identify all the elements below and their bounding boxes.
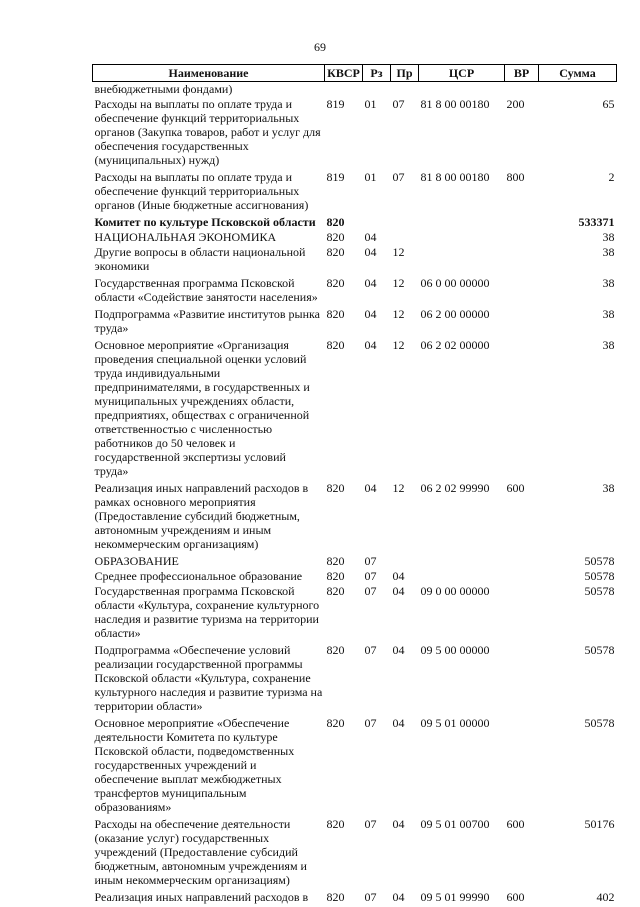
cell-rz: 04 [364, 276, 377, 290]
cell-pr [391, 554, 419, 569]
header-rz: Рз [363, 65, 391, 82]
cell-rz: 01 [364, 97, 377, 111]
cell-sum: 533371 [578, 215, 615, 229]
cell-name: Государственная программа Псковской области «Содействие занятости населения» [94, 276, 318, 304]
cell-vr [505, 230, 539, 245]
cell-rz: 07 [364, 569, 377, 583]
table-row [93, 82, 617, 98]
cell-vr: 200 [506, 97, 525, 111]
cell-name: Расходы на выплаты по оплате труда и обеспечение функций территориальных органов (Иные бюджетные ассигнования) [94, 170, 309, 212]
header-csr: ЦСР [419, 65, 505, 82]
header-sum: Сумма [539, 65, 617, 82]
cell-csr: 09 5 01 99990 [420, 890, 490, 904]
cell-vr [505, 554, 539, 569]
cell-csr: 09 5 01 00700 [420, 817, 490, 831]
cell-sum: 38 [602, 276, 615, 290]
cell-pr [391, 230, 419, 245]
cell-csr [419, 569, 505, 584]
cell-sum: 50578 [584, 584, 615, 598]
cell-kvsr: 820 [326, 245, 345, 259]
cell-kvsr: 820 [326, 481, 345, 495]
table-row [93, 276, 617, 307]
header-vr: ВР [505, 65, 539, 82]
cell-name: Реализация иных направлений расходов в [94, 890, 309, 904]
cell-sum: 65 [602, 97, 615, 111]
cell-pr: 04 [392, 584, 405, 598]
cell-name: Расходы на обеспечение деятельности (оказание услуг) государственных учреждений (Предоставление субсидий бюджетным, автономным учреждениям и иным некоммерческим организациям) [94, 817, 307, 887]
header-kvsr: КВСР [325, 65, 363, 82]
cell-csr: 09 5 01 00000 [420, 716, 490, 730]
table-row [93, 338, 617, 481]
cell-rz: 07 [364, 890, 377, 904]
cell-vr: 600 [506, 481, 525, 495]
cell-name: внебюджетными фондами) [94, 82, 233, 96]
cell-csr [419, 82, 505, 98]
cell-rz: 07 [364, 643, 377, 657]
cell-pr [391, 215, 419, 230]
cell-sum: 50578 [584, 716, 615, 730]
cell-kvsr: 820 [326, 716, 345, 730]
cell-kvsr: 820 [326, 569, 345, 583]
cell-kvsr: 820 [326, 338, 345, 352]
cell-pr: 04 [392, 890, 405, 904]
table-row [93, 481, 617, 554]
cell-vr [505, 643, 539, 716]
cell-vr [505, 716, 539, 817]
cell-csr: 06 2 02 00000 [420, 338, 490, 352]
cell-rz [363, 215, 391, 230]
cell-sum: 38 [602, 307, 615, 321]
cell-vr [505, 245, 539, 276]
cell-vr [505, 82, 539, 98]
cell-vr: 800 [506, 170, 525, 184]
cell-vr: 600 [506, 817, 525, 831]
cell-pr: 04 [392, 817, 405, 831]
cell-rz: 04 [364, 338, 377, 352]
table-header-row [93, 65, 617, 82]
cell-vr [505, 276, 539, 307]
cell-name: НАЦИОНАЛЬНАЯ ЭКОНОМИКА [94, 230, 277, 244]
cell-rz: 04 [364, 230, 377, 244]
cell-vr [505, 569, 539, 584]
cell-name: Государственная программа Псковской области «Культура, сохранение культурного наследия и развитие туризма на территории области» [94, 584, 320, 640]
cell-vr [505, 584, 539, 643]
cell-kvsr: 820 [326, 554, 345, 568]
cell-name: Основное мероприятие «Организация проведения специальной оценки условий труда индивидуальными предпринимателями, в государственных и муниципальных учреждениях области, предприятиях, обществах с ограниченной ответственностью с численностью работников до 50 человек и государственной экспертизы условий труда» [94, 338, 310, 478]
cell-rz [363, 82, 391, 98]
cell-sum: 402 [596, 890, 615, 904]
cell-rz: 07 [364, 584, 377, 598]
cell-name: Комитет по культуре Псковской области [94, 215, 316, 229]
cell-name: ОБРАЗОВАНИЕ [94, 554, 179, 568]
table-row [93, 170, 617, 215]
cell-csr [419, 215, 505, 230]
cell-sum: 38 [602, 481, 615, 495]
cell-pr: 04 [392, 643, 405, 657]
cell-pr: 07 [392, 97, 405, 111]
cell-sum: 50176 [584, 817, 615, 831]
cell-csr: 06 2 02 99990 [420, 481, 490, 495]
table-row [93, 554, 617, 569]
cell-name: Реализация иных направлений расходов в рамках основного мероприятия (Предоставление субсидий бюджетным, автономным учреждениям и иным некоммерческим организациям) [94, 481, 309, 551]
table-row [93, 215, 617, 230]
cell-pr: 04 [392, 716, 405, 730]
cell-kvsr: 820 [326, 276, 345, 290]
cell-vr [505, 215, 539, 230]
cell-pr: 12 [392, 276, 405, 290]
budget-table [92, 64, 617, 907]
cell-rz: 07 [364, 817, 377, 831]
table-row [93, 716, 617, 817]
table-row [93, 307, 617, 338]
cell-rz: 04 [364, 245, 377, 259]
cell-sum: 38 [602, 245, 615, 259]
cell-kvsr: 820 [326, 230, 345, 244]
cell-kvsr: 820 [326, 584, 345, 598]
cell-kvsr: 820 [326, 890, 345, 904]
cell-pr: 12 [392, 481, 405, 495]
cell-name: Подпрограмма «Обеспечение условий реализации государственной программы Псковской области «Культура, сохранение культурного наследия и развитие туризма на территории области» [94, 643, 323, 713]
cell-name: Подпрограмма «Развитие институтов рынка труда» [94, 307, 320, 335]
cell-sum: 38 [602, 230, 615, 244]
table-row [93, 643, 617, 716]
cell-name: Расходы на выплаты по оплате труда и обеспечение функций территориальных органов (Закупка товаров, работ и услуг для обеспечения государственных (муниципальных) нужд) [94, 97, 321, 167]
cell-kvsr: 819 [326, 97, 345, 111]
header-pr: Пр [391, 65, 419, 82]
cell-sum: 50578 [584, 554, 615, 568]
table-row [93, 230, 617, 245]
cell-sum: 50578 [584, 569, 615, 583]
cell-kvsr [325, 82, 363, 98]
table-row [93, 584, 617, 643]
cell-pr [391, 82, 419, 98]
cell-rz: 04 [364, 481, 377, 495]
cell-vr [505, 307, 539, 338]
cell-csr [419, 245, 505, 276]
cell-rz: 01 [364, 170, 377, 184]
table-row [93, 817, 617, 890]
cell-csr [419, 554, 505, 569]
cell-name: Основное мероприятие «Обеспечение деятельности Комитета по культуре Псковской области, подведомственных государственных учреждений и обеспечение выплат межбюджетных трансфертов муниципальным образованиям» [94, 716, 295, 814]
cell-csr: 81 8 00 00180 [420, 170, 490, 184]
cell-csr [419, 230, 505, 245]
table-row [93, 97, 617, 170]
cell-sum: 2 [608, 170, 615, 184]
cell-kvsr: 820 [326, 817, 345, 831]
cell-csr: 06 2 00 00000 [420, 307, 490, 321]
cell-pr: 04 [392, 569, 405, 583]
cell-pr: 12 [392, 245, 405, 259]
cell-sum: 50578 [584, 643, 615, 657]
cell-csr: 09 0 00 00000 [420, 584, 490, 598]
cell-vr [505, 338, 539, 481]
table-row [93, 890, 617, 907]
cell-sum: 38 [602, 338, 615, 352]
cell-pr: 12 [392, 307, 405, 321]
cell-kvsr: 820 [326, 307, 345, 321]
cell-rz: 04 [364, 307, 377, 321]
cell-rz: 07 [364, 554, 377, 568]
cell-pr: 12 [392, 338, 405, 352]
header-name: Наименование [93, 65, 325, 82]
cell-kvsr: 819 [326, 170, 345, 184]
cell-name: Другие вопросы в области национальной экономики [94, 245, 306, 273]
cell-csr: 09 5 00 00000 [420, 643, 490, 657]
cell-csr: 81 8 00 00180 [420, 97, 490, 111]
table-row [93, 569, 617, 584]
cell-sum [539, 82, 617, 98]
cell-name: Среднее профессиональное образование [94, 569, 303, 583]
page-number: 69 [314, 40, 326, 54]
cell-kvsr: 820 [326, 643, 345, 657]
table-row [93, 245, 617, 276]
cell-pr: 07 [392, 170, 405, 184]
cell-csr: 06 0 00 00000 [420, 276, 490, 290]
cell-rz: 07 [364, 716, 377, 730]
cell-kvsr: 820 [326, 215, 345, 229]
cell-vr: 600 [506, 890, 525, 904]
